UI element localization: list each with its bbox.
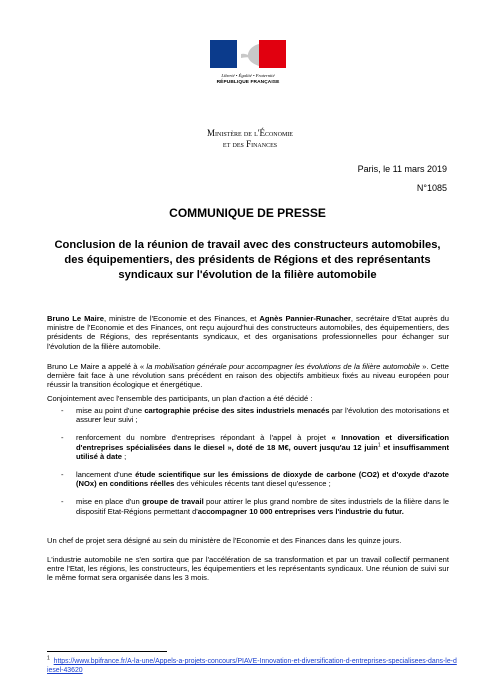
list-text: mise en place d'un (76, 497, 143, 507)
reference-number: N°1085 (416, 183, 447, 193)
list-bold-text: accompagner 10 000 entreprises vers l'industrie du futur. (197, 506, 404, 516)
list-bold-text: groupe de travail (142, 497, 204, 507)
list-text: renforcement du nombre d'entreprises répondant à l'appel à projet (76, 433, 332, 443)
footnote-divider (47, 651, 167, 652)
press-release-subtitle: Conclusion de la réunion de travail avec des constructeurs automobiles, des équipementiers, des présidents de Régions et des représentants syndicaux sur l'évolution de la filière automobile (54, 239, 441, 281)
paragraph-project-lead: Un chef de projet sera désigné au sein du ministère de l'Economie et des Finances dans les quinze jours. (47, 536, 402, 545)
footnote (47, 657, 457, 675)
flag-red-band (259, 40, 286, 68)
ministry-line-1: Ministère de l'Économie (207, 128, 293, 138)
footnote-marker[interactable]: 1 (377, 442, 381, 449)
list-item (47, 497, 449, 515)
list-text: par l'évolution des motorisations et assurer leur suivi ; (76, 406, 449, 425)
list-item (47, 433, 449, 461)
flag-blue-band (210, 40, 237, 68)
list-dash: - (61, 433, 64, 443)
list-bold-text: cartographie précise des sites industriels menacés (144, 406, 330, 415)
paragraph-intro (47, 314, 449, 351)
person-name: Agnès Pannier-Runacher (259, 314, 351, 323)
list-dash: - (61, 406, 64, 415)
list-item (47, 470, 449, 488)
list-dash: - (61, 497, 64, 507)
page-title: COMMUNIQUE DE PRESSE (169, 206, 326, 220)
paragraph-action-plan: Conjointement avec l'ensemble des participants, un plan d'action a été décidé : (47, 394, 313, 403)
marianne-profile-icon (237, 40, 259, 68)
quote-text: la mobilisation générale pour accompagner les évolutions de la filière automobile (146, 362, 420, 371)
list-text: des véhicules récents tant diesel qu'essence ; (174, 479, 331, 489)
footnote-number: 1 (47, 655, 50, 662)
person-name: Bruno Le Maire (47, 314, 104, 323)
paragraph-text: , secrétaire d'Etat auprès du ministre de l'Economie et des Finances, ont reçu aujourd'hui des constructeurs automobiles, des équipementiers, des présidents de Régions, des représentants syndicaux, et des organisations professionnelles pour échanger sur l'évolution de la filière automobile. (47, 314, 449, 351)
tricolor-flag-icon (210, 40, 286, 68)
place-date: Paris, le 11 mars 2019 (357, 164, 447, 174)
paragraph-text: Bruno Le Maire a appelé à « (47, 362, 147, 371)
list-text: pour attirer le plus grand nombre de sites industriels de la filière dans le dispositif Etat-Régions permettant d' (76, 497, 449, 516)
action-plan-list (47, 406, 449, 525)
paragraph-call (47, 362, 449, 390)
flag-white-band (237, 40, 259, 68)
ministry-line-2: et des Finances (222, 139, 278, 149)
paragraph-conclusion: L'industrie automobile ne s'en sortira que par l'accélération de sa transformation et par un travail collectif permanent entre l'Etat, les régions, les constructeurs, les équipementiers et les représentants syndicaux. Une réunion de suivi sur le même format sera organisée dans les 3 mois. (47, 555, 449, 583)
list-item (47, 406, 449, 424)
list-bold-text: étude scientifique sur les émissions de dioxyde de carbone (CO2) et d'oxyde d'azote (NOx) en conditions réelles (76, 470, 449, 489)
list-text: lancement d'une (76, 470, 136, 480)
republic-name: RÉPUBLIQUE FRANÇAISE (216, 80, 280, 85)
footnote-link[interactable]: https://www.bpifrance.fr/A-la-une/Appels-a-projets-concours/PIAVE-Innovation-et-diversification-d-entreprises-specialisees-dans-le-diesel-43620 (47, 658, 457, 674)
marianne-flag-logo (210, 40, 286, 110)
list-text: mise au point d'une (76, 406, 145, 415)
list-dash: - (61, 470, 64, 480)
paragraph-text: ». Cette dernière fait face à une révolution sans précédent en raison des objectifs ambitieux fixés au niveau européen pour réussir la transition écologique et énergétique. (47, 362, 449, 390)
list-bold-text: « Innovation et diversification d'entreprises spécialisées dans le diesel », doté de 18 M€, ouvert jusqu'au 12 juin (76, 433, 449, 452)
list-text: ; (122, 451, 127, 461)
list-bold-text: et insuffisamment utilisé à date (76, 442, 449, 461)
ministry-name (150, 128, 350, 150)
paragraph-text: , ministre de l'Economie et des Finances, et (103, 314, 260, 323)
republic-motto: Liberté • Égalité • Fraternité (221, 73, 275, 78)
